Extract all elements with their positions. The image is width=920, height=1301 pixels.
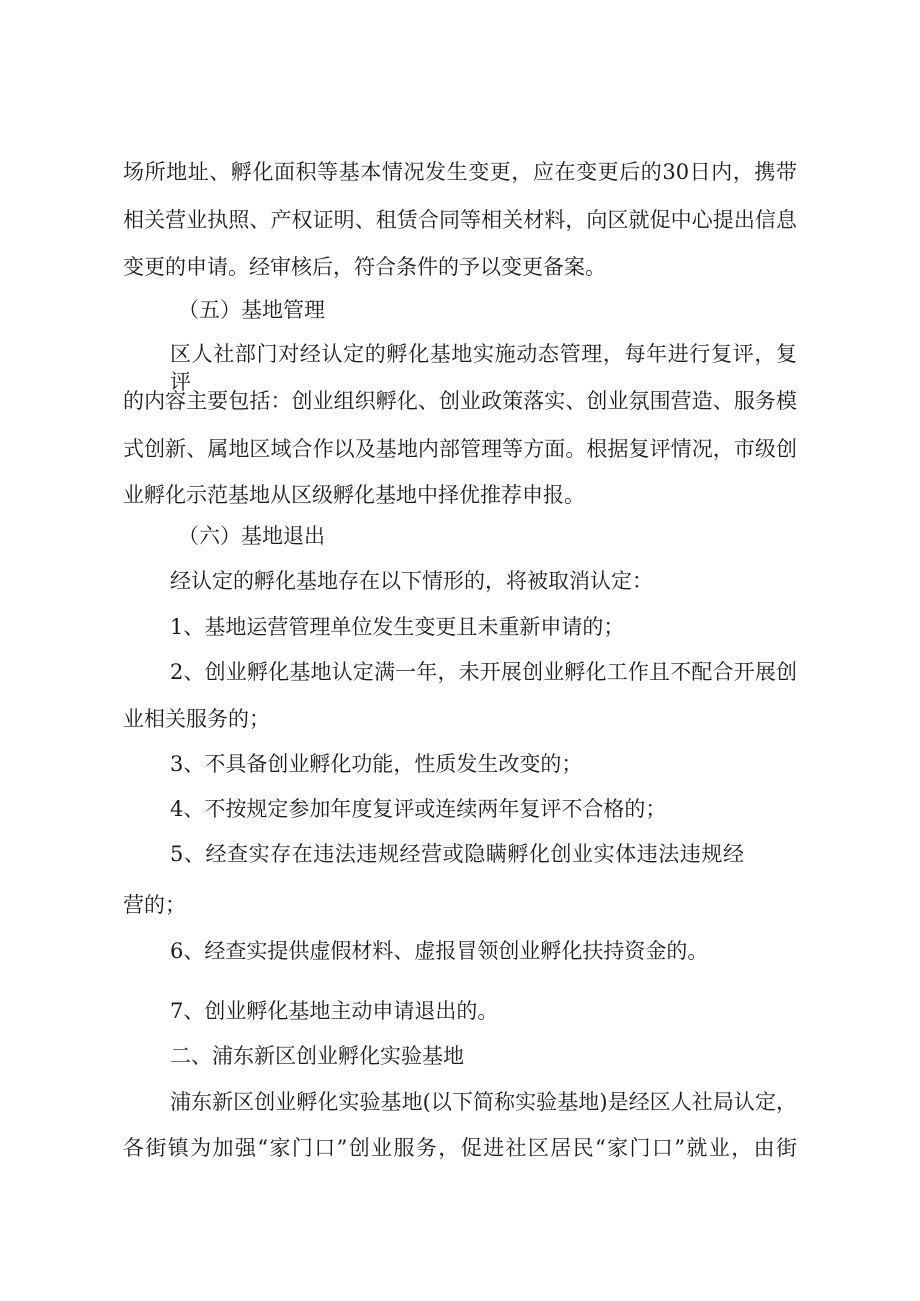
list-item-5-cont: 营的； bbox=[123, 893, 186, 917]
list-item-5: 5、经查实存在违法违规经营或隐瞒孵化创业实体违法违规经 bbox=[170, 842, 744, 866]
text-line-1: 场所地址、孵化面积等基本情况发生变更，应在变更后的30日内，携带 bbox=[123, 160, 797, 184]
list-item-7: 7、创业孵化基地主动申请退出的。 bbox=[170, 999, 499, 1023]
list-item-3: 3、不具备创业孵化功能，性质发生改变的； bbox=[170, 752, 583, 776]
text-line-10: 经认定的孵化基地存在以下情形的，将被取消认定： bbox=[170, 569, 653, 593]
text-line-5: 区人社部门对经认定的孵化基地实施动态管理，每年进行复评，复评 bbox=[170, 342, 797, 394]
list-item-4: 4、不按规定参加年度复评或连续两年复评不合格的； bbox=[170, 797, 667, 821]
section-heading-6: （六）基地退出 bbox=[178, 524, 325, 548]
section-heading-5: （五）基地管理 bbox=[178, 298, 325, 322]
text-line-3: 变更的申请。经审核后，符合条件的予以变更备案。 bbox=[123, 255, 606, 279]
list-item-1: 1、基地运营管理单位发生变更且未重新申请的； bbox=[170, 615, 625, 639]
text-line-8: 业孵化示范基地从区级孵化基地中择优推荐申报。 bbox=[123, 483, 585, 507]
list-item-6: 6、经查实提供虚假材料、虚报冒领创业孵化扶持资金的。 bbox=[170, 939, 709, 963]
section-heading-2: 二、浦东新区创业孵化实验基地 bbox=[170, 1044, 464, 1068]
text-line-21: 浦东新区创业孵化实验基地(以下简称实验基地)是经区人社局认定， bbox=[170, 1090, 797, 1114]
list-item-2: 2、创业孵化基地认定满一年，未开展创业孵化工作且不配合开展创 bbox=[170, 660, 797, 684]
text-line-6: 的内容主要包括：创业组织孵化、创业政策落实、创业氛围营造、服务模 bbox=[123, 389, 797, 413]
list-item-2-cont: 业相关服务的； bbox=[123, 707, 270, 731]
text-line-22: 各街镇为加强“家门口”创业服务，促进社区居民“家门口”就业，由街 bbox=[123, 1136, 797, 1160]
text-line-2: 相关营业执照、产权证明、租赁合同等相关材料，向区就促中心提出信息 bbox=[123, 208, 797, 232]
text-line-7: 式创新、属地区域合作以及基地内部管理等方面。根据复评情况，市级创 bbox=[123, 437, 797, 461]
